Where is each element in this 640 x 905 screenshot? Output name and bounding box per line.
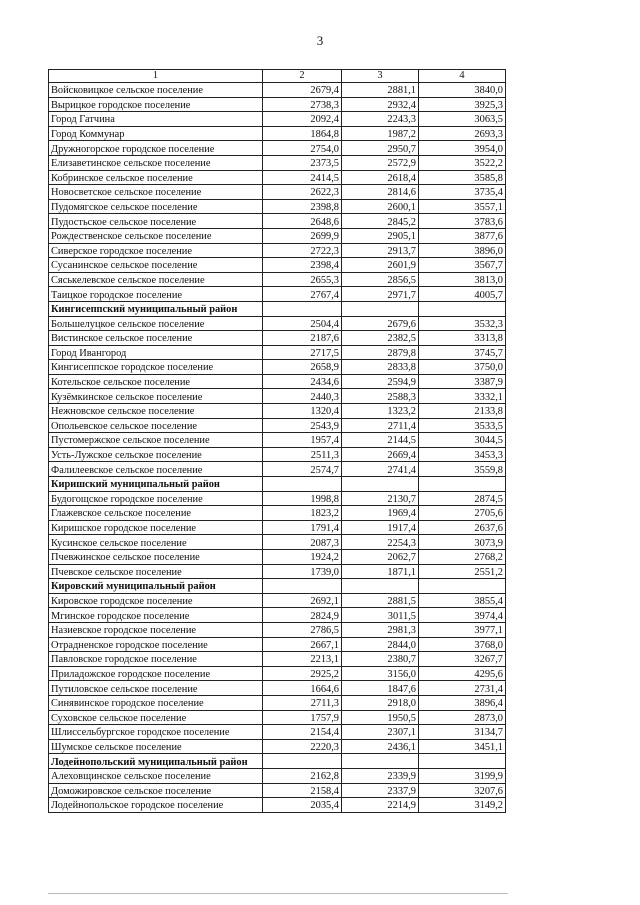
settlement-name: Суховское сельское поселение	[49, 710, 263, 725]
value-col-4: 3044,5	[419, 433, 506, 448]
value-col-3: 2669,4	[342, 447, 419, 462]
value-col-4: 3974,4	[419, 608, 506, 623]
settlement-name: Сусанинское сельское поселение	[49, 258, 263, 273]
value-col-2: 2692,1	[263, 593, 342, 608]
value-col-2: 2187,6	[263, 331, 342, 346]
table-row	[49, 462, 506, 477]
value-col-3: 2881,1	[342, 83, 419, 98]
value-col-3: 2845,2	[342, 214, 419, 229]
empty-cell	[419, 754, 506, 769]
value-col-3: 2950,7	[342, 141, 419, 156]
value-col-4: 2637,6	[419, 520, 506, 535]
value-col-4: 3768,0	[419, 637, 506, 652]
value-col-3: 2981,3	[342, 622, 419, 637]
value-col-3: 2243,3	[342, 112, 419, 127]
value-col-2: 1791,4	[263, 520, 342, 535]
district-row	[49, 301, 506, 316]
table-body	[49, 70, 506, 813]
table-row	[49, 666, 506, 681]
table-row	[49, 126, 506, 141]
value-col-4: 3783,6	[419, 214, 506, 229]
value-col-4: 3813,0	[419, 272, 506, 287]
value-col-3: 2741,4	[342, 462, 419, 477]
value-col-2: 2440,3	[263, 389, 342, 404]
value-col-2: 1664,6	[263, 681, 342, 696]
value-col-2: 2767,4	[263, 287, 342, 302]
settlement-name: Войсковицкое сельское поселение	[49, 83, 263, 98]
value-col-2: 1957,4	[263, 433, 342, 448]
value-col-4: 2768,2	[419, 550, 506, 565]
value-col-4: 3453,3	[419, 447, 506, 462]
settlement-name: Глажевское сельское поселение	[49, 506, 263, 521]
district-row	[49, 579, 506, 594]
value-col-2: 2213,1	[263, 652, 342, 667]
settlement-name: Пчевское сельское поселение	[49, 564, 263, 579]
table-row	[49, 637, 506, 652]
value-col-2: 2738,3	[263, 97, 342, 112]
value-col-4: 2874,5	[419, 491, 506, 506]
table-row	[49, 404, 506, 419]
settlement-name: Кузёмкинское сельское поселение	[49, 389, 263, 404]
value-col-4: 3267,7	[419, 652, 506, 667]
value-col-4: 2873,0	[419, 710, 506, 725]
district-name: Лодейнопольский муниципальный район	[49, 754, 263, 769]
value-col-2: 2398,4	[263, 258, 342, 273]
value-col-3: 2254,3	[342, 535, 419, 550]
data-table	[48, 69, 506, 813]
value-col-3: 2144,5	[342, 433, 419, 448]
value-col-3: 2337,9	[342, 783, 419, 798]
table-row	[49, 535, 506, 550]
value-col-2: 2655,3	[263, 272, 342, 287]
table-row	[49, 710, 506, 725]
value-col-4: 3313,8	[419, 331, 506, 346]
value-col-3: 2814,6	[342, 185, 419, 200]
empty-cell	[419, 477, 506, 492]
value-col-2: 2087,3	[263, 535, 342, 550]
value-col-2: 2679,4	[263, 83, 342, 98]
value-col-2: 1739,0	[263, 564, 342, 579]
table-row	[49, 185, 506, 200]
settlement-name: Вистинское сельское поселение	[49, 331, 263, 346]
value-col-2: 2699,9	[263, 228, 342, 243]
value-col-2: 2154,4	[263, 725, 342, 740]
settlement-name: Кировское городское поселение	[49, 593, 263, 608]
settlement-name: Рождественское сельское поселение	[49, 228, 263, 243]
value-col-3: 2594,9	[342, 374, 419, 389]
column-header-2: 2	[263, 70, 342, 83]
value-col-3: 1323,2	[342, 404, 419, 419]
value-col-3: 2913,7	[342, 243, 419, 258]
value-col-3: 1847,6	[342, 681, 419, 696]
value-col-3: 2618,4	[342, 170, 419, 185]
value-col-3: 2601,9	[342, 258, 419, 273]
value-col-3: 2436,1	[342, 739, 419, 754]
value-col-2: 2622,3	[263, 185, 342, 200]
value-col-3: 2588,3	[342, 389, 419, 404]
settlement-name: Шумское сельское поселение	[49, 739, 263, 754]
column-header-3: 3	[342, 70, 419, 83]
table-row	[49, 155, 506, 170]
table-row	[49, 506, 506, 521]
table-row	[49, 243, 506, 258]
value-col-2: 2158,4	[263, 783, 342, 798]
value-col-4: 3149,2	[419, 798, 506, 813]
table-row	[49, 418, 506, 433]
settlement-name: Нежновское сельское поселение	[49, 404, 263, 419]
settlement-name: Синявинское городское поселение	[49, 695, 263, 710]
value-col-4: 2551,2	[419, 564, 506, 579]
value-col-2: 2722,3	[263, 243, 342, 258]
value-col-2: 2667,1	[263, 637, 342, 652]
value-col-4: 3073,9	[419, 535, 506, 550]
district-name: Киришский муниципальный район	[49, 477, 263, 492]
settlement-name: Путиловское сельское поселение	[49, 681, 263, 696]
table-row	[49, 725, 506, 740]
value-col-4: 3567,7	[419, 258, 506, 273]
table-row	[49, 83, 506, 98]
value-col-3: 2214,9	[342, 798, 419, 813]
value-col-3: 1987,2	[342, 126, 419, 141]
value-col-4: 3855,4	[419, 593, 506, 608]
value-col-2: 2711,3	[263, 695, 342, 710]
settlement-name: Елизаветинское сельское поселение	[49, 155, 263, 170]
value-col-3: 1871,1	[342, 564, 419, 579]
value-col-3: 2833,8	[342, 360, 419, 375]
empty-cell	[342, 477, 419, 492]
value-col-2: 2504,4	[263, 316, 342, 331]
settlement-name: Шлиссельбургское городское поселение	[49, 725, 263, 740]
value-col-4: 3557,1	[419, 199, 506, 214]
value-col-2: 1864,8	[263, 126, 342, 141]
table-row	[49, 331, 506, 346]
table-row	[49, 608, 506, 623]
value-col-3: 2382,5	[342, 331, 419, 346]
table-row	[49, 258, 506, 273]
settlement-name: Новосветское сельское поселение	[49, 185, 263, 200]
value-col-4: 3522,2	[419, 155, 506, 170]
value-col-4: 3559,8	[419, 462, 506, 477]
value-col-4: 3735,4	[419, 185, 506, 200]
value-col-3: 2600,1	[342, 199, 419, 214]
value-col-3: 2918,0	[342, 695, 419, 710]
value-col-3: 2711,4	[342, 418, 419, 433]
value-col-4: 2705,6	[419, 506, 506, 521]
table-row	[49, 564, 506, 579]
table-row	[49, 491, 506, 506]
value-col-4: 3199,9	[419, 768, 506, 783]
empty-cell	[263, 477, 342, 492]
settlement-name: Мгинское городское поселение	[49, 608, 263, 623]
district-name: Кировский муниципальный район	[49, 579, 263, 594]
value-col-2: 2434,6	[263, 374, 342, 389]
empty-cell	[263, 579, 342, 594]
settlement-name: Пустомержское сельское поселение	[49, 433, 263, 448]
value-col-2: 2373,5	[263, 155, 342, 170]
value-col-3: 2932,4	[342, 97, 419, 112]
value-col-4: 2731,4	[419, 681, 506, 696]
value-col-2: 1998,8	[263, 491, 342, 506]
value-col-3: 2881,5	[342, 593, 419, 608]
value-col-4: 3533,5	[419, 418, 506, 433]
value-col-3: 2856,5	[342, 272, 419, 287]
table-row	[49, 228, 506, 243]
table-row	[49, 345, 506, 360]
value-col-2: 2754,0	[263, 141, 342, 156]
table-row	[49, 433, 506, 448]
table-row	[49, 199, 506, 214]
value-col-3: 2879,8	[342, 345, 419, 360]
settlement-name: Таицкое городское поселение	[49, 287, 263, 302]
value-col-3: 2971,7	[342, 287, 419, 302]
empty-cell	[419, 301, 506, 316]
value-col-3: 3011,5	[342, 608, 419, 623]
settlement-name: Отрадненское городское поселение	[49, 637, 263, 652]
value-col-3: 2905,1	[342, 228, 419, 243]
table-row	[49, 520, 506, 535]
value-col-4: 3877,6	[419, 228, 506, 243]
value-col-4: 3451,1	[419, 739, 506, 754]
value-col-2: 2574,7	[263, 462, 342, 477]
value-col-4: 3332,1	[419, 389, 506, 404]
settlement-name: Пудостьское сельское поселение	[49, 214, 263, 229]
value-col-4: 3750,0	[419, 360, 506, 375]
value-col-3: 1917,4	[342, 520, 419, 535]
value-col-2: 2543,9	[263, 418, 342, 433]
value-col-4: 3207,6	[419, 783, 506, 798]
district-row	[49, 754, 506, 769]
table-row	[49, 739, 506, 754]
value-col-2: 2658,9	[263, 360, 342, 375]
value-col-2: 1924,2	[263, 550, 342, 565]
settlement-name: Город Ивангород	[49, 345, 263, 360]
table-row	[49, 798, 506, 813]
settlement-name: Сиверское городское поселение	[49, 243, 263, 258]
value-col-2: 2648,6	[263, 214, 342, 229]
value-col-4: 3977,1	[419, 622, 506, 637]
table-row	[49, 550, 506, 565]
settlement-name: Город Коммунар	[49, 126, 263, 141]
value-col-3: 2844,0	[342, 637, 419, 652]
table-row	[49, 447, 506, 462]
table-row	[49, 783, 506, 798]
settlement-name: Город Гатчина	[49, 112, 263, 127]
value-col-2: 2398,8	[263, 199, 342, 214]
value-col-2: 2511,3	[263, 447, 342, 462]
value-col-2: 1320,4	[263, 404, 342, 419]
value-col-4: 4005,7	[419, 287, 506, 302]
value-col-3: 2380,7	[342, 652, 419, 667]
settlement-name: Павловское городское поселение	[49, 652, 263, 667]
empty-cell	[263, 754, 342, 769]
value-col-2: 2414,5	[263, 170, 342, 185]
value-col-2: 1823,2	[263, 506, 342, 521]
value-col-4: 3896,4	[419, 695, 506, 710]
table-row	[49, 652, 506, 667]
value-col-2: 2925,2	[263, 666, 342, 681]
value-col-4: 3896,0	[419, 243, 506, 258]
settlement-name: Приладожское городское поселение	[49, 666, 263, 681]
value-col-2: 2162,8	[263, 768, 342, 783]
table-row	[49, 681, 506, 696]
empty-cell	[263, 301, 342, 316]
column-header-4: 4	[419, 70, 506, 83]
settlement-name: Будогощское городское поселение	[49, 491, 263, 506]
value-col-2: 2092,4	[263, 112, 342, 127]
value-col-3: 1950,5	[342, 710, 419, 725]
value-col-3: 2307,1	[342, 725, 419, 740]
table-row	[49, 768, 506, 783]
value-col-4: 3925,3	[419, 97, 506, 112]
empty-cell	[342, 301, 419, 316]
table-row	[49, 389, 506, 404]
table-row	[49, 97, 506, 112]
table-row	[49, 170, 506, 185]
value-col-4: 3532,3	[419, 316, 506, 331]
value-col-3: 1969,4	[342, 506, 419, 521]
value-col-2: 2035,4	[263, 798, 342, 813]
table-row	[49, 593, 506, 608]
settlement-name: Доможировское сельское поселение	[49, 783, 263, 798]
settlement-name: Вырицкое городское поселение	[49, 97, 263, 112]
settlement-name: Назиевское городское поселение	[49, 622, 263, 637]
page-bottom-rule	[48, 893, 508, 894]
value-col-4: 3063,5	[419, 112, 506, 127]
table-row	[49, 360, 506, 375]
table-row	[49, 141, 506, 156]
settlement-name: Кобринское сельское поселение	[49, 170, 263, 185]
settlement-name: Алеховщинское сельское поселение	[49, 768, 263, 783]
empty-cell	[419, 579, 506, 594]
settlement-name: Киришское городское поселение	[49, 520, 263, 535]
value-col-2: 2220,3	[263, 739, 342, 754]
value-col-4: 3387,9	[419, 374, 506, 389]
table-header-row	[49, 70, 506, 83]
value-col-3: 2062,7	[342, 550, 419, 565]
value-col-4: 3954,0	[419, 141, 506, 156]
empty-cell	[342, 579, 419, 594]
table-row	[49, 287, 506, 302]
value-col-4: 2133,8	[419, 404, 506, 419]
value-col-3: 2679,6	[342, 316, 419, 331]
table-row	[49, 374, 506, 389]
settlement-name: Фалилеевское сельское поселение	[49, 462, 263, 477]
settlement-name: Большелуцкое сельское поселение	[49, 316, 263, 331]
value-col-2: 2786,5	[263, 622, 342, 637]
value-col-2: 2824,9	[263, 608, 342, 623]
settlement-name: Сяськелевское сельское поселение	[49, 272, 263, 287]
table-row	[49, 695, 506, 710]
table-row	[49, 316, 506, 331]
empty-cell	[342, 754, 419, 769]
settlement-name: Лодейнопольское городское поселение	[49, 798, 263, 813]
value-col-4: 3745,7	[419, 345, 506, 360]
settlement-name: Опольевское сельское поселение	[49, 418, 263, 433]
page-number: 3	[316, 33, 324, 48]
value-col-4: 3840,0	[419, 83, 506, 98]
value-col-3: 2572,9	[342, 155, 419, 170]
settlement-name: Усть-Лужское сельское поселение	[49, 447, 263, 462]
table-row	[49, 622, 506, 637]
table-row	[49, 214, 506, 229]
settlement-name: Дружногорское городское поселение	[49, 141, 263, 156]
settlement-name: Кингисеппское городское поселение	[49, 360, 263, 375]
settlement-name: Пчевжинское сельское поселение	[49, 550, 263, 565]
value-col-2: 2717,5	[263, 345, 342, 360]
value-col-3: 2339,9	[342, 768, 419, 783]
value-col-4: 3134,7	[419, 725, 506, 740]
settlement-name: Котельское сельское поселение	[49, 374, 263, 389]
value-col-2: 1757,9	[263, 710, 342, 725]
value-col-3: 3156,0	[342, 666, 419, 681]
column-header-1: 1	[49, 70, 263, 83]
district-row	[49, 477, 506, 492]
table-row	[49, 272, 506, 287]
value-col-3: 2130,7	[342, 491, 419, 506]
value-col-4: 2693,3	[419, 126, 506, 141]
settlement-name: Кусинское сельское поселение	[49, 535, 263, 550]
settlement-name: Пудомягское сельское поселение	[49, 199, 263, 214]
value-col-4: 3585,8	[419, 170, 506, 185]
district-name: Кингисеппский муниципальный район	[49, 301, 263, 316]
value-col-4: 4295,6	[419, 666, 506, 681]
table-row	[49, 112, 506, 127]
